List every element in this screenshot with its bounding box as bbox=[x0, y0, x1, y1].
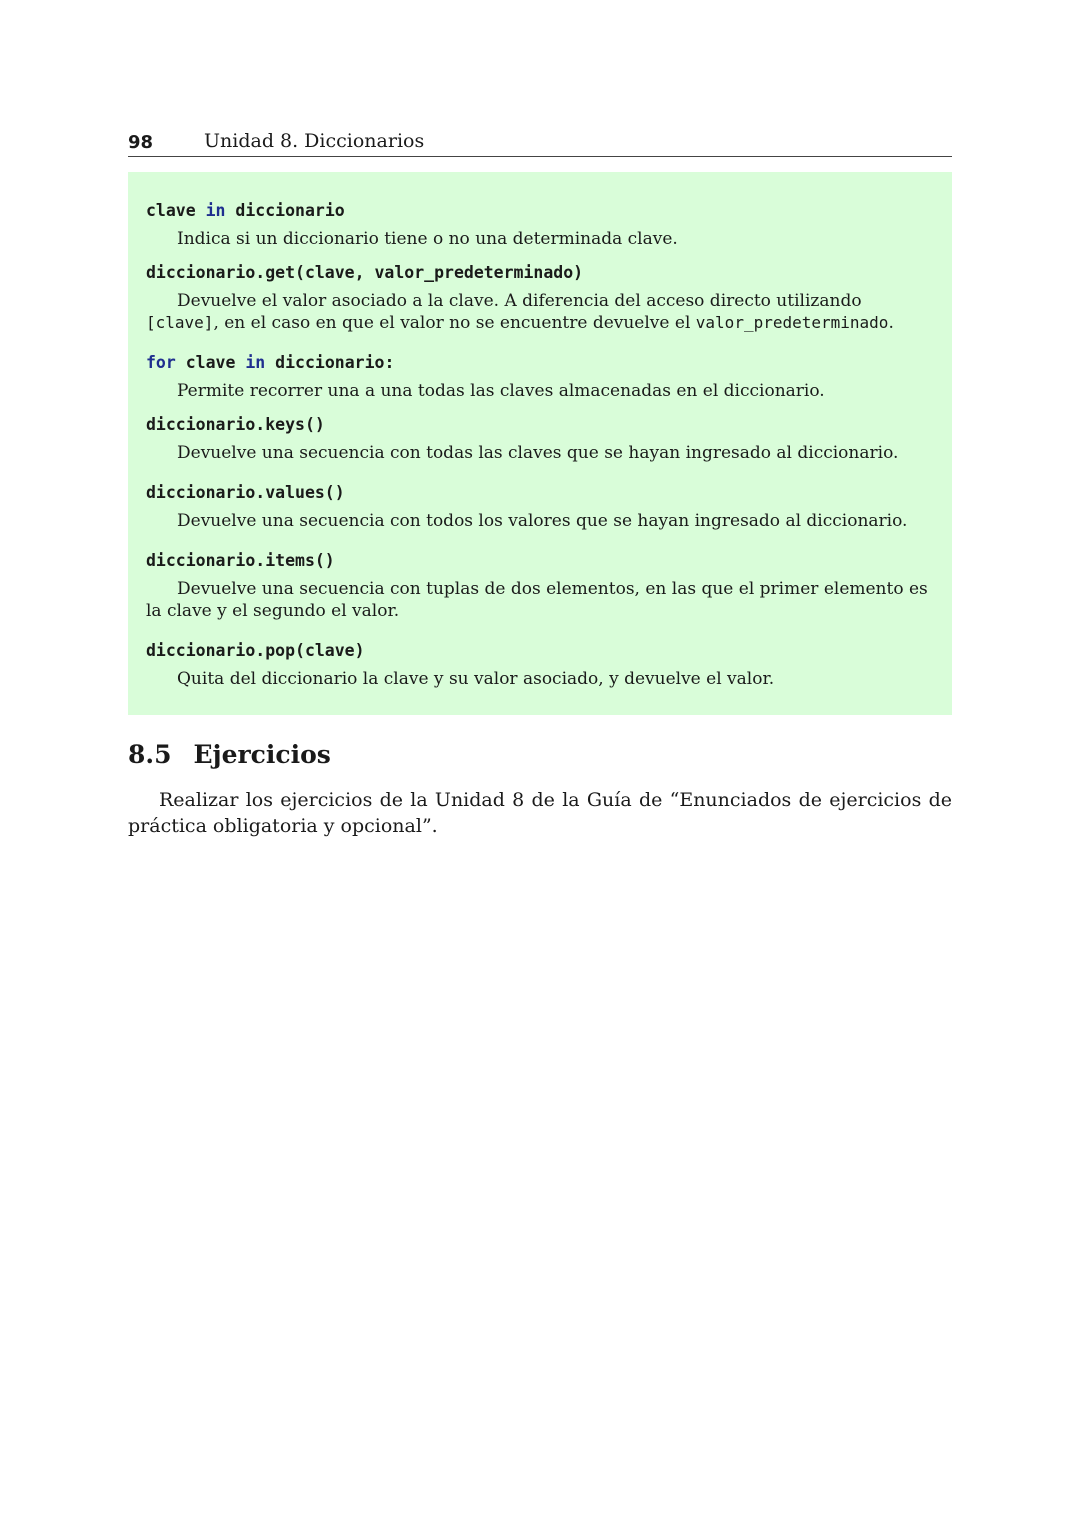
section-number: 8.5 bbox=[128, 740, 172, 769]
entry-description: Devuelve una secuencia con todas las claves que se hayan ingresado al diccionario. bbox=[177, 443, 899, 463]
code-signature: diccionario.values() bbox=[146, 483, 345, 502]
entry-keys bbox=[146, 414, 934, 464]
section-body: Realizar los ejercicios de la Unidad 8 de la Guía de “Enunciados de ejercicios de práctica obligatoria y opcional”. bbox=[128, 789, 952, 837]
section-heading bbox=[128, 740, 952, 769]
entry-description: Devuelve el valor asociado a la clave. A diferencia del acceso directo utilizando [clave], en el caso en que el valor no se encuentre devuelve el valor_predeterminado. bbox=[146, 291, 894, 333]
methods-summary-box bbox=[128, 172, 952, 715]
code-signature: for clave in diccionario: bbox=[146, 353, 395, 372]
code-signature: diccionario.items() bbox=[146, 551, 335, 570]
entry-for-loop bbox=[146, 352, 934, 402]
entry-pop bbox=[146, 640, 934, 690]
entry-get bbox=[146, 262, 934, 334]
page-number: 98 bbox=[128, 132, 154, 153]
section-title: Ejercicios bbox=[193, 740, 331, 769]
entry-clave-in bbox=[146, 200, 934, 250]
entry-description: Quita del diccionario la clave y su valor asociado, y devuelve el valor. bbox=[177, 669, 775, 689]
code-signature: clave in diccionario bbox=[146, 201, 345, 220]
running-title: Unidad 8. Diccionarios bbox=[204, 130, 425, 152]
entry-description: Devuelve una secuencia con tuplas de dos elementos, en las que el primer elemento es la clave y el segundo el valor. bbox=[146, 579, 928, 621]
section-ejercicios bbox=[128, 740, 952, 839]
code-signature: diccionario.keys() bbox=[146, 415, 325, 434]
entry-values bbox=[146, 482, 934, 532]
code-signature: diccionario.get(clave, valor_predeterminado) bbox=[146, 263, 584, 282]
page-header bbox=[128, 128, 952, 157]
entry-description: Devuelve una secuencia con todos los valores que se hayan ingresado al diccionario. bbox=[177, 511, 908, 531]
entry-items bbox=[146, 550, 934, 622]
code-signature: diccionario.pop(clave) bbox=[146, 641, 365, 660]
entry-description: Permite recorrer una a una todas las claves almacenadas en el diccionario. bbox=[177, 381, 825, 401]
entry-description: Indica si un diccionario tiene o no una determinada clave. bbox=[177, 229, 678, 249]
